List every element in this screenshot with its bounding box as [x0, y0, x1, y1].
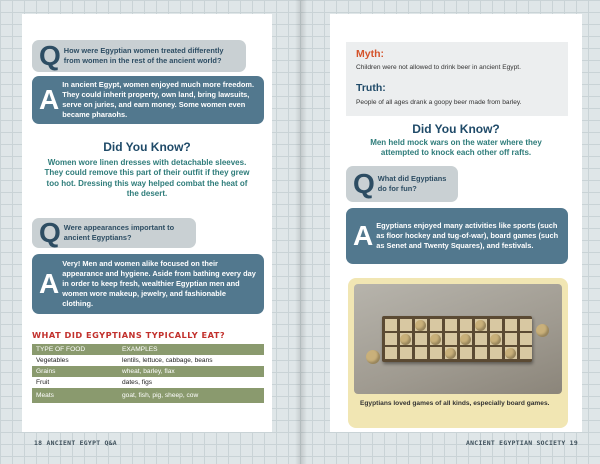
- truth-text: People of all ages drank a goopy beer made from barley.: [356, 99, 522, 106]
- table-cell: goat, fish, pig, sheep, cow: [118, 388, 264, 403]
- myth-label: Myth:: [356, 48, 384, 60]
- myth-text: Children were not allowed to drink beer in ancient Egypt.: [356, 64, 521, 71]
- table-row: [32, 366, 264, 377]
- q-letter: Q: [353, 168, 375, 199]
- did-you-know-title: Did You Know?: [103, 140, 191, 154]
- question-box: [32, 40, 246, 72]
- table-cell: Fruit: [32, 377, 118, 388]
- right-page: [330, 14, 582, 432]
- photo-caption: Egyptians loved games of all kinds, especially board games.: [360, 400, 550, 407]
- a-letter: A: [39, 268, 60, 299]
- book-gutter: [295, 0, 307, 464]
- question-box: [32, 218, 196, 248]
- question-text: What did Egyptians do for fun?: [377, 174, 447, 193]
- myth-truth-box: [346, 42, 568, 116]
- left-page: [22, 14, 272, 432]
- q-letter: Q: [39, 217, 61, 248]
- a-letter: A: [39, 84, 60, 115]
- answer-box: [346, 208, 568, 264]
- food-table-title: WHAT DID EGYPTIANS TYPICALLY EAT?: [32, 330, 226, 340]
- did-you-know-text: Men held mock wars on the water where they attempted to knock each other off rafts.: [370, 138, 542, 158]
- board-game-photo: [354, 284, 562, 394]
- page-footer-right: ANCIENT EGYPTIAN SOCIETY 19: [466, 439, 578, 447]
- table-header: EXAMPLES: [118, 344, 264, 355]
- answer-box: [32, 254, 264, 314]
- did-you-know-text: Women wore linen dresses with detachable sleeves. They could remove this part of their outfit if they grew too hot. Dressing this way helped combat the heat of the desert.: [44, 158, 250, 199]
- answer-text: Very! Men and women alike focused on their appearance and hygiene. Aside from bathing every day in order to keep fresh, wealthier Egyptian men and women wore makeup, jewelry, and fashionable clothing.: [62, 259, 256, 308]
- table-row: [32, 377, 264, 388]
- table-cell: dates, figs: [118, 377, 264, 388]
- table-cell: Grains: [32, 366, 118, 377]
- senet-board-image: [382, 316, 532, 362]
- truth-label: Truth:: [356, 82, 386, 94]
- answer-box: [32, 76, 264, 124]
- answer-text: Egyptians enjoyed many activities like sports (such as floor hockey and tug-of-war), board games (such as Senet and Twenty Squares), and festivals.: [376, 221, 559, 250]
- answer-text: In ancient Egypt, women enjoyed much more freedom. They could inherit property, own land, bring lawsuits, serve on juries, and earn money. Some women even became pharaohs.: [62, 80, 255, 119]
- table-header: TYPE OF FOOD: [32, 344, 118, 355]
- question-box: [346, 166, 458, 202]
- food-table: [32, 344, 264, 403]
- page-footer-left: 18 ANCIENT EGYPT Q&A: [34, 439, 117, 447]
- did-you-know-title: Did You Know?: [412, 122, 500, 136]
- table-row: [32, 355, 264, 366]
- table-cell: Meats: [32, 388, 118, 403]
- q-letter: Q: [39, 40, 61, 71]
- photo-card: [348, 278, 568, 428]
- a-letter: A: [353, 220, 374, 251]
- question-text: How were Egyptian women treated differently from women in the rest of the ancient world?: [63, 46, 224, 65]
- table-header-row: [32, 344, 264, 355]
- question-text: Were appearances important to ancient Egyptians?: [63, 223, 175, 242]
- table-cell: Vegetables: [32, 355, 118, 366]
- table-cell: lentils, lettuce, cabbage, beans: [118, 355, 264, 366]
- table-cell: wheat, barley, flax: [118, 366, 264, 377]
- table-row: [32, 388, 264, 403]
